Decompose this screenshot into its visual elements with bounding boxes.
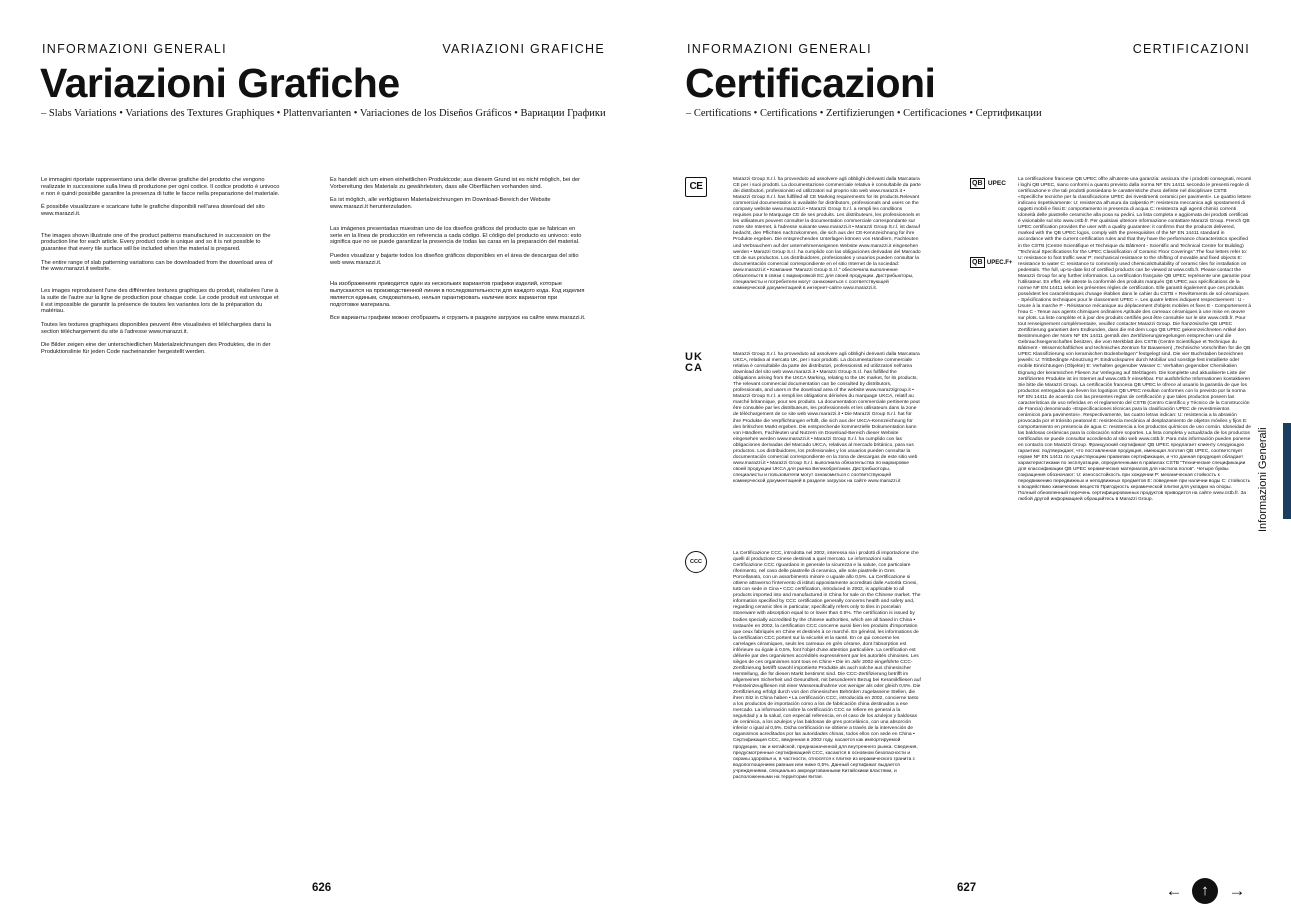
paragraph: Es ist möglich, alle verfügbaren Materialzeichnungen im Download-Bereich der Website www.marazzi.it herunterzuladen.	[330, 197, 551, 211]
page-number: 627	[957, 882, 977, 894]
ukca-mark-line: CA	[685, 362, 703, 374]
right-page	[645, 0, 1291, 920]
ccc-certification-text: La Certificazione CCC, introdotta nel 2002, interessa sia i prodotti di importazione che quelli di produzione Cinese destinati a quel mercato. Le informazioni sulla Certificazione CCC riguardano in generale la sicurezza e la salute, con particolare riferimento, nel caso delle piastrelle di ceramica, alle sole piastrelle in Gres Porcellanato, con un assorbimento minore o uguale allo 0,5%. La Certificazione si ottiene attraverso l'intervento di istituti appositamente accreditati dalle Autorità Cinesi, tutti con sede in Cina • CCC certification, introduced in 2002, is applicable to all products imported into and manufactured in China for sale on the Chinese market. The information specified by CCC certification generally concerns health and safety and, regarding ceramic tiles in particular, specifically refers only to tiles in porcelain stoneware with absorption equal to or lower than 0.5%. The certification is issued by bodies specially accredited by the chinese authorities, which are all based in China • Instaurée en 2002, la certification CCC concerne aussi bien les produits d'importation que ceux fabriqués en Chine et destinés à ce marché. En général, les informations de la certification CCC portent sur la sécurité et la santé. En ce qui concerne les carrelages céramiques, seuls les carreaux en grès cérame, dont l'absorption est inférieure ou égale à 0,5%, font l'objet d'une attention particulière. La certification est délivrée par des organismes accrédités expressément par les autorités chinoises. Les sièges de ces organismes sont tous en Chine • Die im Jahr 2002 eingeführte CCC-Zertifizierung betrifft sowohl importierte Produkte als auch solche aus chinesischer Herstellung, die für diesen Markt bestimmt sind. Die CCC-Zertifizierung betrifft im allgemeinen Sicherheit und Gesundheit, mit besonderem Bezug bei Keramikfliesen auf Feinsteinzeugfliesen mit einer Wasseraufnahme von weniger als oder gleich 0,5%. Die Zertifizierung erfolgt durch von den chinesischen Behörden zugelassene Stellen, die ihren Sitz in China haben • La certificación CCC, introducida en 2002, concierne tanto a los productos de importación como a los de fabricación china destinados a ese mercado. La información sobre la certificación CCC se refiere en general a la seguridad y a la salud, con especial referencia, en el caso de los azulejos y baldosas de cerámica, a los azulejos y las baldosas de gres porcelánico, con una absorción inferior o igual al 0,5%. Dicha certificación se obtiene a través de la intervención de organismos acreditados por las autoridades chinas, todos ellos con sede en China • Сертификация CCC, введенная в 2002 году, касается как импортируемой продукции, так и китайской, предназначенной для внутреннего рынка. Сведения, предусмотренные сертификацией CCC, касаются в основном безопасности и охраны здоровья и, в частности, относятся к плитке из керамического гранита с водопоглощением равным или ниже 0,5%. Данный сертификат выдается учреждениями, специально аккредитованными Китайскими властями, и расположенными на территории Китая.	[733, 551, 921, 780]
paragraph: Все варианты графики можно отобразить и сгрузить в разделе загрузок на сайте www.marazzi.it.	[330, 315, 586, 322]
paragraph: Es handelt sich um einen einheitlichen Produktcode; aus diesem Grund ist es nicht möglich, bei der Vorbereitung des Materials zu gewährleisten, dass alle Oberflächen vorhanden sind.	[330, 177, 581, 190]
section-label-right: CERTIFICAZIONI	[1132, 42, 1250, 56]
ukca-mark-line: UK	[685, 351, 703, 363]
upec-f-label: UPEC.F+	[986, 260, 1013, 266]
page-title: Variazioni Grafiche	[40, 60, 400, 106]
qb-mark: QB	[972, 180, 983, 187]
text-column-1	[41, 177, 281, 362]
ce-certification-block	[685, 177, 921, 292]
page-number: 626	[312, 882, 332, 894]
page-subtitle: – Slabs Variations • Variations des Textures Graphiques • Plattenvarianten • Variaciones de los Diseños Gráficos • Вариации Графики	[41, 108, 606, 119]
next-page-button[interactable]: →	[1228, 881, 1246, 900]
ce-certification-text: Marazzi Group S.r.l. ha provveduto ad assolvere agli obblighi derivanti dalla Marcatura CE per i suoi prodotti. La documentazione commerciale relativa è consultabile da parte dei distributori, professionisti ed utilizzatori sul proprio sito web www.marazzi.it • Marazzi Group S.r.l. has fulfilled all CE Marking requirements for its products.Relevant commercial documentation is available for distributors, professionals and users on the company website www.marazzi.it • Marazzi Group S.r.l. a rempli les conditions requises pour le Marquage CE de ses produits. Les distributeurs, les professionnels et les utilisateurs peuvent consulter la documentation commerciale correspondante sur notre site Internet, à l'adresse suivante www.marazzi.it • Marazzi Group S.r.l. ist darauf bedacht, den Pflichten nachzukommen, die sich aus der CE-Kennzeichnung für ihre Produkte ergeben. Die entsprechenden Unterlagen können von Händlern, Fachleuten und Verbrauchern auf der unternehmenseigenen Website www.marazzi.it eingesehen werden • Marazzi Group S.r.l. ha cumplido con las obligaciones derivadas del Marcado CE de sus productos. Los distribuidores, profesionales y usuarios pueden consultar la documentación comercial correspondiente en el sitio Internet de la sociedad: www.marazzi.it • Компания "Marazzi Group S.r.l." обеспечила выполнение обязательств в связи с маркировкой ЕС для своей продукции. Дистрибьюторы, специалисты и потребители могут ознакомиться с соответствующей коммерческой документацией в интернет-сайте www.marazzi.it.	[733, 177, 921, 291]
qb-mark: QB	[972, 259, 983, 266]
section-label-right: VARIAZIONI GRAFICHE	[442, 42, 605, 56]
left-page	[0, 0, 645, 920]
section-label: INFORMAZIONI GENERALI	[42, 42, 227, 56]
paragraph: Les images reproduisent l'une des différentes textures graphiques du produit, réalisées l'une à la suite de l'autre sur la ligne de production pour chaque code. Le code produit est univoque et il est impossible de garantir la présence de toutes les variantes lors de la préparation du matériau.	[41, 288, 279, 315]
qb-upec-mark-icon	[970, 178, 1010, 189]
paragraph: The images shown illustrate one of the product patterns manufactured in succession on the production line for each article. Every product code is unique and so it is not possible to guarantee that every tile surface will be included when the material is prepared.	[41, 232, 271, 253]
paragraph: The entire range of slab patterning variations can be downloaded from the download area of the www.marazzi.it website.	[41, 259, 273, 273]
paragraph: Puedes visualizar y bajarte todos los diseños gráficos disponibles en el área de descargas del sitio web www.marazzi.it.	[330, 252, 579, 266]
previous-page-button[interactable]: ←	[1165, 881, 1183, 900]
ukca-certification-block	[685, 352, 921, 485]
ccc-certification-block	[685, 551, 921, 781]
paragraph: Le immagini riportate rappresentano una delle diverse grafiche del prodotto che vengono realizzate in successione sulla linea di produzione per ogni codice. Il codice prodotto è univoco e non è quindi possibile garantire la presenza di tutte le facce nella preparazione del materiale.	[41, 177, 280, 197]
paragraph: È possibile visualizzare e scaricare tutte le grafiche disponibili nell'area download del sito www.marazzi.it.	[41, 204, 265, 217]
paragraph: На изображениях приводится один из нескольких вариантов графики изделий, которые выпускаются на производственной линии в последовательности для каждого кода. Код изделия является единым, следовательно, нельзя гарантировать наличие всех вариантов при подготовке материала.	[330, 281, 585, 308]
ukca-certification-text: Marazzi Group S.r.l. ha provveduto ad assolvere agli obblighi derivanti dalla Marcatura UKCA, relativa al mercato UK, per i suoi prodotti. La documentazione commerciale relativa è consultabile da parte dei distributori, professionisti ed utilizzatori nell'area download del sito web www.marazzi.it • Marazzi Group S.r.l. has fulfilled the obligations arising from the UKCA Marking, relating to the UK market, for its products. The relevant commercial documentation can be consulted by distributors, professionals, and users in the download area of the website www.marazzigroup.it • Marazzi Group S.r.l. a rempli les obligations dérivées du marquage UKCA, relatif au marché britannique, pour ses produits. La documentation commerciale pertinente peut être consultée par les distributeurs, les professionnels et les utilisateurs dans la zone de téléchargement de ce site web www.marazzi.it • Die Marazzi Group S.r.l. hat für ihre Produkte die Verpflichtungen erfüllt, die sich aus der UKCA-Kennzeichnung für den britischen Markt ergeben. Die entsprechende kommerzielle Dokumentation kann von Händlern, Fachleuten und Nutzern im Download-Bereich dieser Website eingesehen werden www.marazzi.it • Marazzi Group S.r.l. ha cumplido con las obligaciones derivadas del Marcado UKCA, relativas al mercado británico, para sus productos. Los distribuidores, los profesionales y los usuarios pueden consultar la documentación comercial correspondiente en la zona de descargas de este sitio web www.marazzi.it • Marazzi Group S.r.l. выполнила обязательства по маркировке своей продукции UKCA для рынка Великобритании. Дистрибьюторы, специалисты и пользователи могут ознакомиться с соответствующей коммерческой документацией в разделе загрузок на сайте www.marazzi.it	[733, 352, 920, 484]
ccc-mark-icon: CCC	[685, 551, 707, 573]
page-subtitle: – Certifications • Certifications • Zertifizierungen • Certificaciones • Сертификации	[686, 108, 1042, 119]
ce-mark-icon: CE	[685, 177, 707, 197]
paragraph: Las imágenes presentadas muestran uno de los diseños gráficos del producto que se fabrican en serie en la línea de producción en referencia a cada código. El código del producto es univoco: esto significa que no se puede garantizar la presencia de todas las caras en la preparación del material.	[330, 225, 582, 246]
back-to-top-button[interactable]: ↑	[1192, 878, 1218, 904]
paragraph: Toutes les textures graphiques disponibles peuvent être visualisées et téléchargées dans la section téléchargement du site à l'adresse www.marazzi.it.	[41, 321, 272, 335]
side-tab-marker	[1283, 423, 1291, 519]
upec-certification-text: La certificazione francese QB UPEC offre all'utente una garanzia: assicura che i prodotti consegnati, recanti i loghi QB UPEC, siano conformi a quanto previsto dalla norma NF EN 14411 secondo le presenti regole di certificazione e che tali prodotti possiedano le caratteristiche d'uso definite nel disciplinare CSTB «Specifiche tecniche per la classificazione UPEC dei rivestimenti ceramici per pavimenti». Le quattro lettere indicano rispettivamente: U: resistenza all'usura da calpestio P: resistenza meccanica agli spostamenti di oggetti mobili e fissi E: comportamento in presenza di acqua C: resistenza agli agenti chimici correnti Idoneità delle piastrelle ceramiche alla posa su pedini. La lista completa e aggiornata dei prodotti certificati è visionabile sul sito www.cstb.fr. Per qualsiasi ulteriore informazione contattare Marazzi Group. French QB UPEC certification provides the user with a quality guarantee: it confirms that the products delivered, marked with the QB UPEC logos, comply with the prerequisites of the NF EN 14411 standard in accordance with the current certification rules and that they have the performance characteristics specified in the CSTB (Centre Scientifique et Technique du Bâtiment - Scientific and Technical Centre for Building) "Technical Specifications for the UPEC Classification of Ceramic Floor Coverings".The four letters refer to: U: resistance to foot traffic wear P: mechanical resistance to the shifting of movable and fixed objects E: resistance to water C: resistance to commonly used chemicalsSuitability of ceramic tiles for installation on pedestals. The full, up-to-date list of certified products can be viewed at www.cstb.fr. Please contact the Marazzi Group for any further information. La certification française QB UPEC représente une garantie pour l'utilisateur. En effet, elle atteste la conformité des produits marqués QB UPEC aux spécifications de la norme NF EN 14411 selon les présentes règles de certification. Elle garantit également que ces produits possèdent les caractéristiques d'usage établies dans le cahier du CSTB « Revêtements de sol céramiques - Spécifications techniques pour le classement UPEC ». Les quatre lettres indiquent respectivement : U - Usure à la marche P - Résistance mécanique au déplacement d'objets mobiles et fixes E - Comportement à l'eau C - Tenue aux agents chimiques ordinaires Aptitude des carreaux céramiques à une mise en œuvre sur plots. La liste complète et à jour des produits certifiés peut être consultée sur le site www.cstb.fr. Pour tout renseignement complémentaire, veuillez contacter Marazzi Group. Die französische QB UPEC Zertifizierung garantiert dem Endkunden, dass die mit dem Logo QB UPEC gekennzeichneten Artikel den Bestimmungen der Norm NF EN 14411 gemäß den Zertifizierungsregelungen entsprechen und die Gebrauchseigenschaften besitzen, die vom Merkblatt des CSTB (Centre Scientifique et Technique du Bâtiment - Wissenschaftliches und technisches Zentrum für Bauwesen) „Technische Vorschriften für die QB UPEC Klassifizierung von keramischen Bodenbelägen" festgelegt sind. Die vier Buchstaben bezeichnen jeweils: U: Trittbedingte Abnutzung P: Eindruckspuren durch Mobiliar und sonstige fest installierte oder mobile Einrichtungen (Objekte) E: Verhalten gegenüber Wasser C: Verhalten gegenüber Chemikalien Eignung der keramischen Fliesen zur Verlegung auf Stelzlagern. Die komplette und aktualisierte Liste der zertifizierten Produkte ist im Internet auf www.cstb.fr einsehbar. Für ausführliche Informationen kontaktieren Sie bitte die Marazzi Group. La certificación francesa QB UPEC le ofrece al usuario la garantía de que los productos entregados que lleven los logotipos QB UPEC resultan conformes con lo previsto por la norma NF EN 14411 de acuerdo con las presentes reglas de certificación y que tales productos poseen las características de uso referidas en el reglamento del CSTB (Centro Científico y Técnico de la Construcción de Francia) denominado «Especificaciones técnicas para la clasificación UPEC de revestimientos cerámicos para pavimentos». Respectivamente, las cuatro letras indican: U: resistencia a la abrasión provocada por el tránsito peatonal E: resistencia mecánica al desplazamiento de objetos móviles y fijos E: comportamiento en presencia de agua C: resistencia a los productos químicos de uso común. Idoneidad de las baldosas cerámicas para la colocación sobre soportes. La lista completa y actualizada de los productos certificados se puede consultar accediendo al sitio web www.cstb.fr. Para más información pueden ponerse en contacto con Marazzi Group. Французский сертификат QB UPEC предлагает клиенту следующую гарантию: подтверждает, что поставленная продукция, имеющая логотип QB UPEC, соответствует норме NF EN 14411 по существующим правилам сертификации, и что данная продукция обладает характеристиками по эксплуатации, определенными в правилах CSTB "Технические спецификации для классификации QB UPEC керамических материалов для настила полов". Четыре буквы сокращения обозначают: U: износостойкость при хождении P: механическая стойкость к передвижению передвижных и неподвижных предметов E: поведение при наличии воды C: стойкость к воздействию химических веществ Пригодность керамической плитки для укладки на опоры. Полный обновленный перечень сертифицированных продуктов приводится на сайте www.cstb.fr. За любой другой информацией обращайтесь в Marazzi Group.	[1018, 177, 1252, 503]
upec-label: UPEC	[987, 180, 1006, 187]
upec-certification-block	[970, 177, 1251, 504]
side-tab-label: Informazioni Generali	[1257, 427, 1269, 532]
paragraph: Die Bilder zeigen eine der unterschiedlichen Materialzeichnungen des Produktes, die in der Produktionslinie für jeden Code nacheinander hergestellt werden.	[41, 342, 271, 355]
ukca-mark-icon	[685, 352, 707, 374]
qb-upec-f-mark-icon	[970, 257, 1014, 268]
page-title: Certificazioni	[685, 60, 936, 106]
section-label: INFORMAZIONI GENERALI	[687, 42, 872, 56]
text-column-2	[330, 177, 586, 329]
